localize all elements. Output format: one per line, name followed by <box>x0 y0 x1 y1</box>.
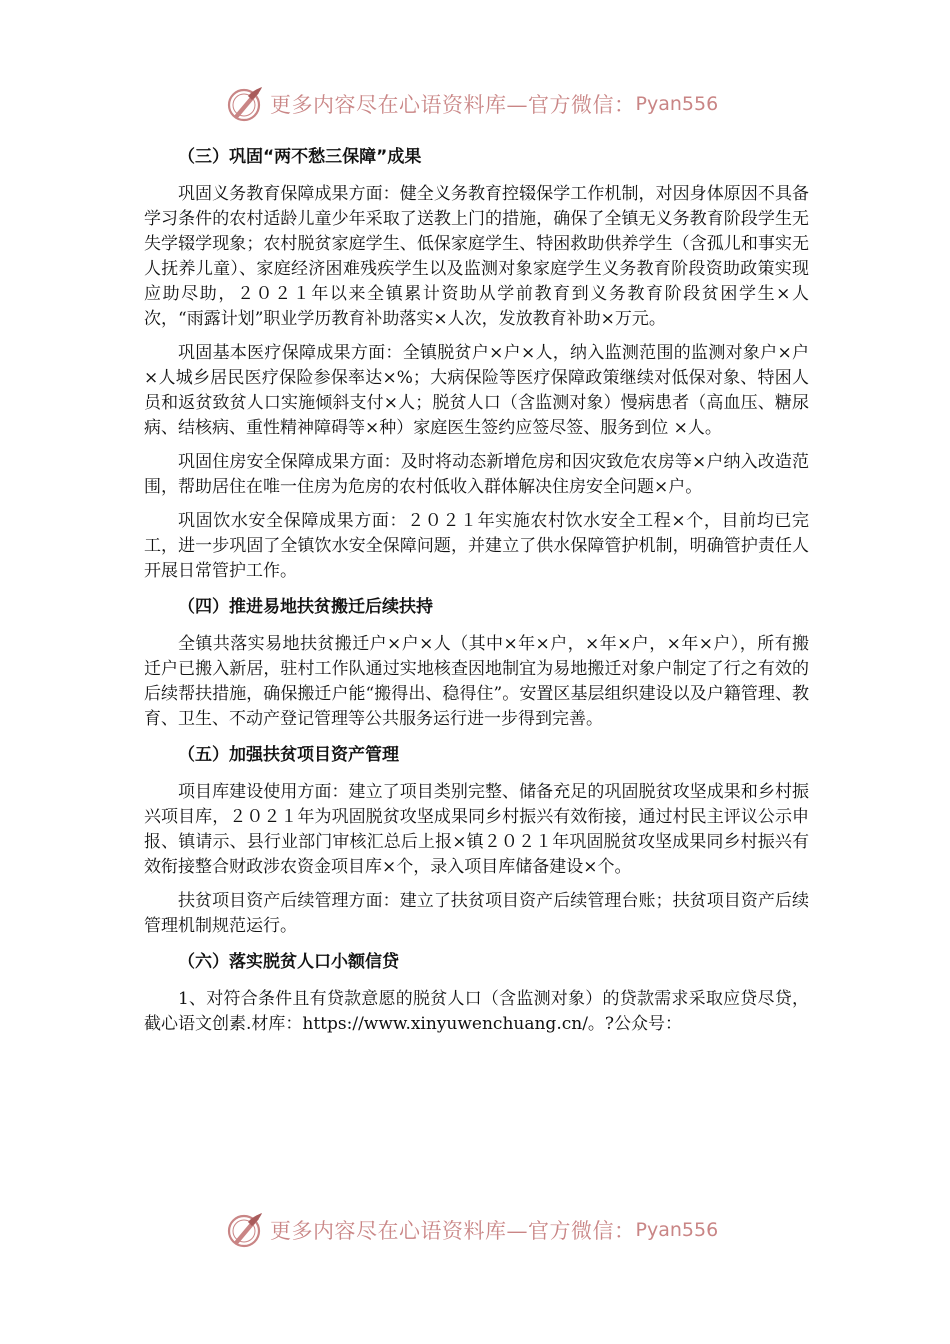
section-heading-3: （三）巩固“两不愁三保障”成果 <box>178 147 422 167</box>
paragraph-relocation: 全镇共落实易地扶贫搬迁户×户×人（其中×年×户，×年×户，×年×户），所有搬迁户已搬入新居，驻村工作队通过实地核查因地制宜为易地搬迁对象户制定了行之有效的后续帮扶措施，确保搬迁户能“搬得出、稳得住”。安置区基层组织建设以及户籍管理、教育、卫生、不动产登记管理等公共服务运行进一步得到完善。 <box>144 634 809 729</box>
paragraph-housing: 巩固住房安全保障成果方面：及时将动态新增危房和因灾致危农房等×户纳入改造范围，帮助居住在唯一住房为危房的农村低收入群体解决住房安全问题×户。 <box>144 452 809 497</box>
quill-pen-badge-icon <box>226 1210 266 1250</box>
section-heading-4: （四）推进易地扶贫搬迁后续扶持 <box>178 597 433 617</box>
section-heading-5: （五）加强扶贫项目资产管理 <box>178 745 399 765</box>
paragraph-asset-management: 扶贫项目资产后续管理方面：建立了扶贫项目资产后续管理台账；扶贫项目资产后续管理机制规范运行。 <box>144 891 809 936</box>
quill-pen-badge-icon <box>226 84 266 124</box>
watermark-banner-top <box>226 84 726 124</box>
watermark-text: 更多内容尽在心语资料库—官方微信： <box>270 93 636 117</box>
document-body <box>144 143 809 1046</box>
watermark-wechat-id: Pyan556 <box>635 93 719 115</box>
watermark-banner-bottom <box>226 1210 726 1250</box>
paragraph-water: 巩固饮水安全保障成果方面：２０２１年实施农村饮水安全工程×个，目前均已完工，进一步巩固了全镇饮水安全保障问题，并建立了供水保障管护机制，明确管护责任人开展日常管护工作。 <box>144 511 809 581</box>
watermark-wechat-id: Pyan556 <box>635 1219 719 1241</box>
section-heading-6: （六）落实脱贫人口小额信贷 <box>178 952 399 972</box>
paragraph-microcredit: 1、对符合条件且有贷款意愿的脱贫人口（含监测对象）的贷款需求采取应贷尽贷，截心语文创素.材库：https://www.xinyuwenchuang.cn/。?公众号： <box>144 989 809 1034</box>
watermark-text: 更多内容尽在心语资料库—官方微信： <box>270 1219 636 1243</box>
paragraph-medical: 巩固基本医疗保障成果方面：全镇脱贫户×户×人，纳入监测范围的监测对象户×户×人城乡居民医疗保险参保率达×%；大病保险等医疗保障政策继续对低保对象、特困人员和返贫致贫人口实施倾斜支付×人；脱贫人口（含监测对象）慢病患者（高血压、糖尿病、结核病、重性精神障碍等×种）家庭医生签约应签尽签、服务到位 ×人。 <box>144 343 809 438</box>
paragraph-education: 巩固义务教育保障成果方面：健全义务教育控辍保学工作机制，对因身体原因不具备学习条件的农村适龄儿童少年采取了送教上门的措施，确保了全镇无义务教育阶段学生无失学辍学现象；农村脱贫家庭学生、低保家庭学生、特困救助供养学生（含孤儿和事实无人抚养儿童）、家庭经济困难残疾学生以及监测对象家庭学生义务教育阶段资助政策实现应助尽助，２０２１年以来全镇累计资助从学前教育到义务教育阶段贫困学生×人次，“雨露计划”职业学历教育补助落实×人次，发放教育补助×万元。 <box>144 184 809 329</box>
paragraph-project-library: 项目库建设使用方面：建立了项目类别完整、储备充足的巩固脱贫攻坚成果和乡村振兴项目库，２０２１年为巩固脱贫攻坚成果同乡村振兴有效衔接，通过村民主评议公示申报、镇请示、县行业部门审核汇总后上报×镇２０２１年巩固脱贫攻坚成果同乡村振兴有效衔接整合财政涉农资金项目库×个，录入项目库储备建设×个。 <box>144 782 809 877</box>
